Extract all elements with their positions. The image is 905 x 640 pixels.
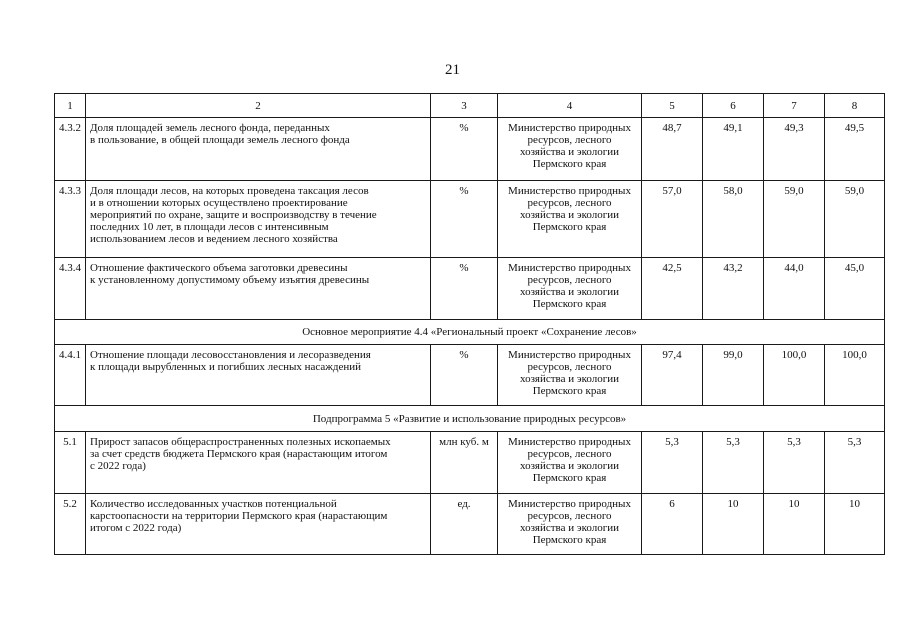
indicator-name: Отношение площади лесовосстановления и лесоразведения к площади вырубленных и погибших лесных насаждений <box>86 345 431 406</box>
table-row <box>55 494 885 555</box>
column-number: 5 <box>642 94 703 118</box>
indicator-name: Доля площади лесов, на которых проведена таксация лесов и в отношении которых осуществлено проектирование мероприятий по охране, защите и воспроизводству в течение последних 10 лет, в площади лесов с интенсивным использованием лесов и ведением лесного хозяйства <box>86 181 431 258</box>
value-col-5: 97,4 <box>642 345 703 406</box>
value-col-5: 57,0 <box>642 181 703 258</box>
row-number: 4.4.1 <box>55 345 86 406</box>
page-number: 21 <box>445 62 460 78</box>
indicator-name: Количество исследованных участков потенциальной карстоопасности на территории Пермского края (нарастающим итогом с 2022 года) <box>86 494 431 555</box>
unit: % <box>431 181 498 258</box>
unit: млн куб. м <box>431 432 498 494</box>
value-col-6: 10 <box>703 494 764 555</box>
responsible-executor: Министерство природных ресурсов, лесного хозяйства и экологии Пермского края <box>498 118 642 181</box>
value-col-8: 59,0 <box>825 181 885 258</box>
value-col-8: 5,3 <box>825 432 885 494</box>
column-number: 6 <box>703 94 764 118</box>
column-number: 3 <box>431 94 498 118</box>
value-col-8: 49,5 <box>825 118 885 181</box>
value-col-6: 5,3 <box>703 432 764 494</box>
value-col-7: 10 <box>764 494 825 555</box>
value-col-6: 58,0 <box>703 181 764 258</box>
row-number: 4.3.4 <box>55 258 86 320</box>
indicator-name: Доля площадей земель лесного фонда, переданных в пользование, в общей площади земель лесного фонда <box>86 118 431 181</box>
column-number-row <box>55 94 885 118</box>
responsible-executor: Министерство природных ресурсов, лесного хозяйства и экологии Пермского края <box>498 432 642 494</box>
responsible-executor: Министерство природных ресурсов, лесного хозяйства и экологии Пермского края <box>498 181 642 258</box>
table-row <box>55 118 885 181</box>
value-col-5: 42,5 <box>642 258 703 320</box>
unit: % <box>431 345 498 406</box>
value-col-8: 100,0 <box>825 345 885 406</box>
responsible-executor: Министерство природных ресурсов, лесного хозяйства и экологии Пермского края <box>498 258 642 320</box>
column-number: 2 <box>86 94 431 118</box>
value-col-6: 49,1 <box>703 118 764 181</box>
section-row <box>55 320 885 345</box>
value-col-7: 59,0 <box>764 181 825 258</box>
unit: % <box>431 258 498 320</box>
value-col-5: 48,7 <box>642 118 703 181</box>
value-col-8: 45,0 <box>825 258 885 320</box>
unit: ед. <box>431 494 498 555</box>
table-row <box>55 432 885 494</box>
column-number: 1 <box>55 94 86 118</box>
indicator-name: Прирост запасов общераспространенных полезных ископаемых за счет средств бюджета Пермского края (нарастающим итогом с 2022 года) <box>86 432 431 494</box>
value-col-6: 99,0 <box>703 345 764 406</box>
column-number: 4 <box>498 94 642 118</box>
section-row <box>55 406 885 432</box>
indicator-name: Отношение фактического объема заготовки древесины к установленному допустимому объему изъятия древесины <box>86 258 431 320</box>
row-number: 5.1 <box>55 432 86 494</box>
value-col-5: 6 <box>642 494 703 555</box>
unit: % <box>431 118 498 181</box>
responsible-executor: Министерство природных ресурсов, лесного хозяйства и экологии Пермского края <box>498 345 642 406</box>
value-col-7: 44,0 <box>764 258 825 320</box>
row-number: 4.3.2 <box>55 118 86 181</box>
indicators-table <box>54 93 885 555</box>
section-title: Основное мероприятие 4.4 «Региональный проект «Сохранение лесов» <box>55 320 885 345</box>
responsible-executor: Министерство природных ресурсов, лесного хозяйства и экологии Пермского края <box>498 494 642 555</box>
table-row <box>55 345 885 406</box>
column-number: 8 <box>825 94 885 118</box>
value-col-7: 100,0 <box>764 345 825 406</box>
row-number: 4.3.3 <box>55 181 86 258</box>
row-number: 5.2 <box>55 494 86 555</box>
value-col-6: 43,2 <box>703 258 764 320</box>
value-col-5: 5,3 <box>642 432 703 494</box>
table-row <box>55 258 885 320</box>
value-col-7: 5,3 <box>764 432 825 494</box>
section-title: Подпрограмма 5 «Развитие и использование природных ресурсов» <box>55 406 885 432</box>
column-number: 7 <box>764 94 825 118</box>
value-col-7: 49,3 <box>764 118 825 181</box>
value-col-8: 10 <box>825 494 885 555</box>
table-row <box>55 181 885 258</box>
